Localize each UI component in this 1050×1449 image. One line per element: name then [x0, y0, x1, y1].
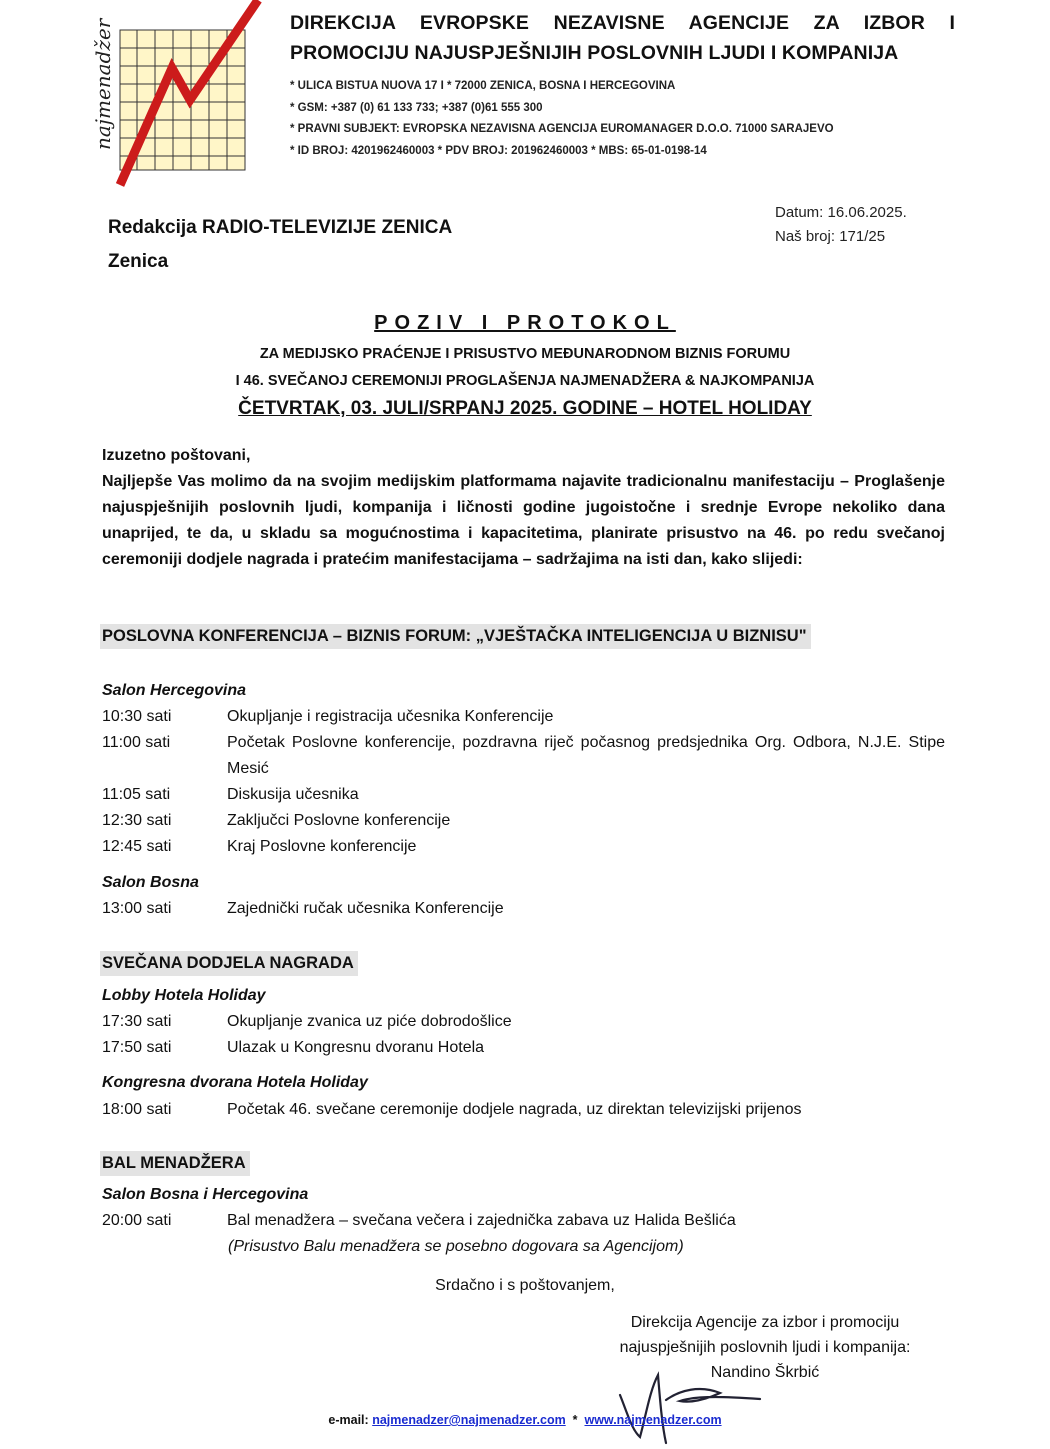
- schedule-desc: Kraj Poslovne konferencije: [227, 838, 417, 855]
- schedule-desc: Ulazak u Kongresnu dvoranu Hotela: [227, 1039, 485, 1056]
- schedule-time: 17:30 sati: [102, 1013, 172, 1030]
- document-subtitle-1: ZA MEDIJSKO PRAĆENJE I PRISUSTVO MEĐUNARODNOM BIZNIS FORUMU: [259, 346, 791, 362]
- header-title-line1: DIREKCIJA EVROPSKE NEZAVISNE AGENCIJE ZA IZBOR I: [290, 12, 955, 34]
- schedule-row: [102, 808, 945, 834]
- company-logo: [80, 0, 280, 195]
- schedule-desc: Okupljanje i registracija učesnika Konferencije: [227, 708, 554, 725]
- schedule-desc: Zajednički ručak učesnika Konferencije: [227, 900, 504, 917]
- document-number: Naš broj: 171/25: [775, 228, 886, 245]
- intro-paragraph: Najljepše Vas molimo da na svojim medijskim platformama najavite tradicionalnu manifestaciju – Proglašenje najuspješnijih poslovnih ljudi, kompanija i ličnosti godine jugoistočne i srednje Evrope nekoliko dana unaprijed, te da, u skladu sa mogućnostima i kapacitetima, planirate prisustvo na 46. po redu svečanoj ceremoniji dodjele nagrada i pratećim manifestacijama – sadržajima na isti dan, kako slijedi:: [102, 473, 945, 568]
- document-title: POZIV I PROTOKOL: [374, 312, 676, 334]
- schedule-time: 17:50 sati: [102, 1039, 172, 1056]
- recipient-city: Zenica: [108, 251, 169, 272]
- schedule-time: 20:00 sati: [102, 1212, 172, 1229]
- document-subtitle-2: I 46. SVEČANOJ CEREMONIJI PROGLAŠENJA NAJMENADŽERA & NAJKOMPANIJA: [235, 373, 815, 389]
- schedule-time: 12:30 sati: [102, 812, 172, 829]
- schedule-row: [102, 704, 945, 730]
- schedule-row: [102, 1208, 945, 1234]
- schedule-row: [102, 834, 945, 860]
- schedule-row: [102, 896, 945, 922]
- schedule-row: [102, 730, 945, 782]
- venue-lobby: Lobby Hotela Holiday: [102, 987, 266, 1004]
- venue-salon-bih: Salon Bosna i Hercegovina: [102, 1186, 309, 1203]
- schedule-row: [102, 1009, 945, 1035]
- schedule-desc: Bal menadžera – svečana večera i zajednička zabava uz Halida Bešlića: [227, 1212, 736, 1229]
- schedule-time: 11:05 sati: [102, 786, 171, 803]
- schedule-time: 10:30 sati: [102, 708, 172, 725]
- section-heading-awards: SVEČANA DODJELA NAGRADA: [100, 951, 358, 976]
- header-address: * ULICA BISTUA NUOVA 17 I * 72000 ZENICA, BOSNA I HERCEGOVINA: [290, 80, 676, 92]
- schedule-row: [102, 1035, 945, 1061]
- signatory-line1: Direkcija Agencije za izbor i promociju: [630, 1314, 900, 1331]
- schedule-time: 11:00 sati: [102, 734, 171, 751]
- venue-salon-bosna: Salon Bosna: [102, 874, 199, 891]
- logo-text: najmenadžer: [91, 18, 115, 150]
- venue-salon-hercegovina: Salon Hercegovina: [102, 682, 247, 699]
- header-phone: * GSM: +387 (0) 61 133 733; +387 (0)61 555 300: [290, 102, 543, 114]
- header-title-line2: PROMOCIJU NAJUSPJEŠNIJIH POSLOVNIH LJUDI I KOMPANIJA: [290, 42, 899, 64]
- footer-email-label: e-mail:: [328, 1413, 369, 1427]
- event-date-line: ČETVRTAK, 03. JULI/SRPANJ 2025. GODINE – HOTEL HOLIDAY: [238, 398, 812, 419]
- closing-line: Srdačno i s poštovanjem,: [435, 1277, 615, 1294]
- schedule-row: [102, 1097, 945, 1123]
- signatory-name: Nandino Škrbić: [710, 1364, 820, 1381]
- section-heading-ball: BAL MENADŽERA: [100, 1151, 250, 1176]
- schedule-desc: Diskusija učesnika: [227, 786, 359, 803]
- footer: [0, 1413, 1050, 1427]
- header-ids: * ID BROJ: 4201962460003 * PDV BROJ: 201962460003 * MBS: 65-01-0198-14: [290, 145, 707, 157]
- schedule-desc: Zaključci Poslovne konferencije: [227, 812, 451, 829]
- schedule-time: 12:45 sati: [102, 838, 172, 855]
- schedule-desc: Početak Poslovne konferencije, pozdravna riječ počasnog predsjednika Org. Odbora, N.J.E. Stipe Mesić: [227, 734, 945, 777]
- schedule-desc: Početak 46. svečane ceremonije dodjele nagrada, uz direktan televizijski prijenos: [227, 1101, 802, 1118]
- schedule-time: 18:00 sati: [102, 1101, 172, 1118]
- document-date: Datum: 16.06.2025.: [775, 204, 907, 221]
- recipient-name: Redakcija RADIO-TELEVIZIJE ZENICA: [108, 217, 453, 238]
- schedule-row: [102, 782, 945, 808]
- header-legal-entity: * PRAVNI SUBJEKT: EVROPSKA NEZAVISNA AGENCIJA EUROMANAGER D.O.O. 71000 SARAJEVO: [290, 123, 834, 135]
- handwritten-signature: [610, 1355, 770, 1447]
- footer-web-link[interactable]: www.najmenadzer.com: [584, 1413, 722, 1427]
- signatory-line2: najuspješnijih poslovnih ljudi i kompanija:: [619, 1339, 911, 1356]
- ball-note: (Prisustvo Balu menadžera se posebno dogovara sa Agencijom): [228, 1238, 684, 1255]
- schedule-time: 13:00 sati: [102, 900, 172, 917]
- greeting: Izuzetno poštovani,: [102, 447, 251, 464]
- footer-email-link[interactable]: najmenadzer@najmenadzer.com: [372, 1413, 566, 1427]
- venue-congress-hall: Kongresna dvorana Hotela Holiday: [102, 1074, 368, 1091]
- schedule-desc: Okupljanje zvanica uz piće dobrodošlice: [227, 1013, 512, 1030]
- section-heading-conference: POSLOVNA KONFERENCIJA – BIZNIS FORUM: „VJEŠTAČKA INTELIGENCIJA U BIZNISU": [100, 624, 811, 649]
- footer-separator: *: [572, 1413, 578, 1427]
